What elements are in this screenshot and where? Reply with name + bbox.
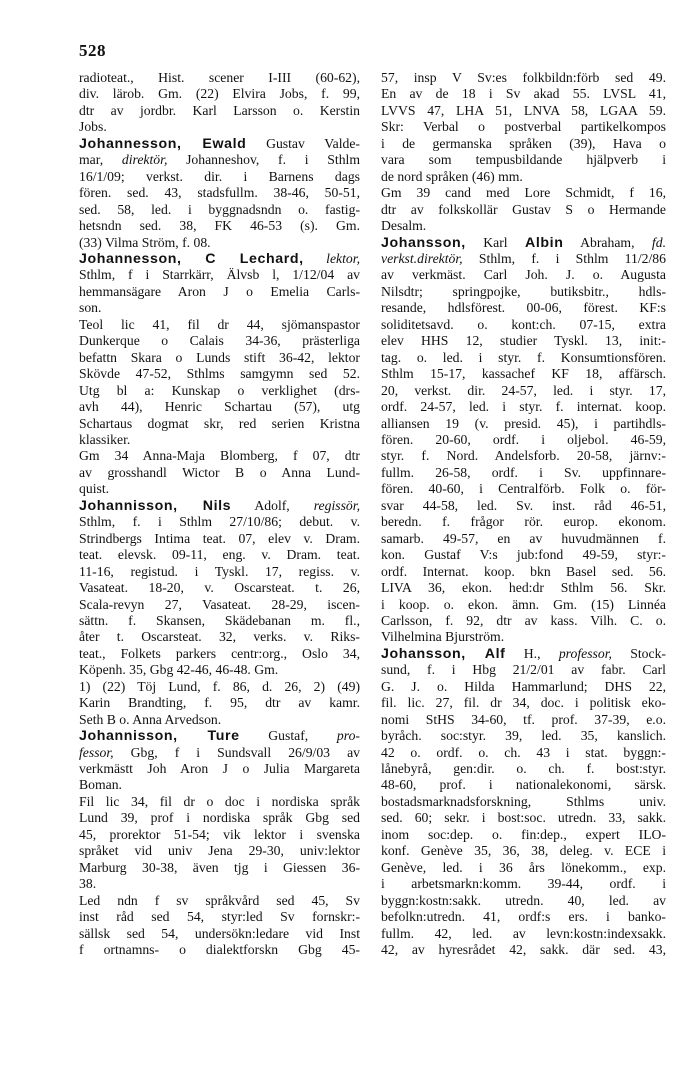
text-line — [381, 350, 666, 366]
text-column-right — [381, 70, 666, 958]
entry-text: Vasateat. 18-20, v. Oscarsteat. t. 26, — [79, 580, 360, 596]
entry-text: sättn. f. Skansen, Skädebanan m. fl., — [79, 612, 360, 628]
entry-text: fören. 20-60, ordf. i oljebol. 46-59, — [381, 431, 666, 447]
entry-text: Gustav Valde- — [246, 135, 360, 151]
entry-text: fören. 40-60, i Centralförb. Folk o. för- — [381, 481, 666, 497]
text-line — [381, 843, 666, 859]
text-line — [381, 86, 666, 102]
entry-text: fil. lic. 27, fil. dr 34, doc. i politisk eko- — [381, 695, 666, 711]
text-line — [79, 926, 360, 942]
entry-text: hetsndn sed. 38, FK 46-53 (s). Gm. — [79, 218, 360, 234]
entry-text: inst råd sed 54, styr:led Sv fornskr:- — [79, 909, 360, 925]
text-line — [381, 202, 666, 218]
text-line — [79, 843, 360, 859]
entry-headword: Johansson, Alf — [381, 645, 506, 662]
text-line — [381, 810, 666, 826]
entry-text: resande, hdlsförest. 00-06, förest. KF:s — [381, 300, 666, 316]
entry-text: radioteat., Hist. scener I-III (60-62), — [79, 70, 360, 85]
entry-text: åter t. Oscarsteat. 32, verks. v. Riks- — [79, 629, 360, 645]
entry-occupation: regissör, — [313, 497, 360, 513]
text-line — [381, 432, 666, 448]
entry-text: verkmästt Joh Aron J o Julia Margareta — [79, 761, 360, 777]
entry-text: mar, — [79, 152, 122, 168]
entry-occupation: fd. — [651, 234, 666, 250]
entry-text: Adolf, — [231, 497, 314, 513]
entry-text: avh 44), Henric Schartau (57), utg — [79, 399, 360, 415]
entry-text: beredn. f. frågor rör. europ. ekonom. — [381, 514, 666, 530]
text-line — [381, 679, 666, 695]
text-line — [79, 514, 360, 530]
text-line — [381, 514, 666, 530]
text-line — [79, 810, 360, 826]
entry-text: LVVS 47, LHA 51, LNVA 58, LGAA 59. — [381, 102, 666, 118]
entry-text: bostadsmarknadsforskning, Sthlms univ. — [381, 793, 666, 809]
entry-text: teat., Folkets parkers centr:org., Oslo 34, — [79, 645, 360, 661]
text-line — [79, 597, 360, 613]
entry-text: Desalm. — [381, 218, 427, 234]
text-line — [381, 613, 666, 629]
entry-text: quist. — [79, 481, 110, 497]
text-line — [79, 728, 360, 744]
text-line — [381, 70, 666, 86]
entry-text: Boman. — [79, 777, 122, 793]
entry-text: En av de 18 i Sv akad 55. LVSL 41, — [381, 86, 666, 102]
text-line — [381, 465, 666, 481]
entry-text: sed. 60; sekr. i bost:soc. utredn. 33, sakk. — [381, 810, 666, 826]
entry-text: H., — [505, 645, 559, 661]
text-line — [381, 794, 666, 810]
entry-text: fullm. 26-58, ordf. i Sv. uppfinnare- — [381, 464, 666, 480]
text-line — [79, 86, 360, 102]
entry-headword: Johannesson, C Lechard, — [79, 250, 304, 267]
entry-occupation: fessor, — [79, 744, 114, 760]
entry-text: Jobs. — [79, 119, 107, 135]
entry-text: Marburg 30-38, även tjg i Giessen 36- — [79, 859, 360, 875]
entry-text: Carlsson, f. 92, dtr av kass. Vilh. C. o. — [381, 612, 666, 628]
entry-text: sund, f. i Hbg 21/2/01 av fabr. Carl — [381, 662, 666, 678]
text-line — [79, 860, 360, 876]
entry-text: samarb. 49-57, en av huvudmännen f. — [381, 530, 666, 546]
text-line — [381, 399, 666, 415]
entry-text: dtr av folkskollär Gustav S o Hermande — [381, 201, 666, 217]
text-line — [79, 251, 360, 267]
text-line — [79, 481, 360, 497]
text-line — [381, 119, 666, 135]
entry-occupation: lektor, — [326, 250, 360, 266]
entry-occupation: verkst.direktör, — [381, 250, 463, 266]
text-line — [79, 827, 360, 843]
entry-text: byggn:kostn:sakk. utredn. 40, led. av — [381, 892, 666, 908]
text-line — [381, 481, 666, 497]
entry-text: Stock- — [611, 645, 666, 661]
entry-text: 20, verkst. dir. 24-57, led. i styr. 17, — [381, 382, 666, 398]
entry-text: Dunkerque o Calais 34-36, prästerliga — [79, 333, 360, 349]
text-line — [79, 317, 360, 333]
text-line — [79, 103, 360, 119]
text-line — [79, 646, 360, 662]
entry-text: ordf. 24-57, led. i styr. f. internat. koop. — [381, 399, 666, 415]
entry-text: i arbetsmarkn:komm. 39-44, ordf. i — [381, 876, 666, 892]
entry-text: Scala-revyn 27, Vasateat. 28-29, iscen- — [79, 596, 360, 612]
entry-text: Gustaf, — [239, 728, 337, 744]
text-line — [381, 580, 666, 596]
entry-text: son. — [79, 300, 102, 316]
text-line — [79, 399, 360, 415]
text-line — [381, 547, 666, 563]
entry-text: Led ndn f sv språkvård sed 45, Sv — [79, 892, 360, 908]
text-line — [381, 777, 666, 793]
entry-occupation: professor, — [558, 645, 612, 661]
entry-headword: Johansson, — [381, 234, 466, 251]
entry-text: vara som tempusbildande hjälpverb i — [381, 152, 666, 168]
entry-text: av grosshandl Wictor B o Anna Lund- — [79, 464, 360, 480]
text-line — [79, 448, 360, 464]
text-line — [79, 580, 360, 596]
entry-text: Sthlm, f. i Sthlm 27/10/86; debut. v. — [79, 514, 360, 530]
entry-text: Johanneshov, f. i Sthlm — [167, 152, 360, 168]
entry-text: konf. Genève 35, 36, 38, deleg. v. ECE i — [381, 843, 666, 859]
entry-text: div. lärob. Gm. (22) Elvira Jobs, f. 99, — [79, 86, 360, 102]
text-line — [381, 942, 666, 958]
text-line — [381, 629, 666, 645]
text-line — [79, 745, 360, 761]
text-line — [79, 679, 360, 695]
entry-text: Skövde 47-52, Sthlms samgymn sed 52. — [79, 366, 360, 382]
text-line — [79, 350, 360, 366]
entry-text: de nord språken (46) mm. — [381, 168, 523, 184]
text-line — [381, 333, 666, 349]
text-line — [381, 416, 666, 432]
text-line — [381, 235, 666, 251]
entry-text: Strindbergs Intima teat. 07, elev v. Dram. — [79, 530, 360, 546]
entry-text: i de germanska språken (39), Hava o — [381, 135, 666, 151]
text-line — [79, 185, 360, 201]
text-line — [381, 152, 666, 168]
text-line — [79, 662, 360, 678]
entry-text: G. J. o. Hilda Hammarlund; DHS 22, — [381, 678, 666, 694]
entry-text: 11-16, registud. i Tyskl. 17, regiss. v. — [79, 563, 360, 579]
entry-text: styr. f. Nord. Andelsforb. 20-58, järnv:- — [381, 448, 666, 464]
text-line — [79, 284, 360, 300]
entry-text: 16/1/09; verkst. dir. i Barnens dags — [79, 168, 360, 184]
entry-text: i koop. o. ekon. ämn. Gm. (15) Linnéa — [381, 596, 666, 612]
entry-text: Nilsdtr; springpojke, butiksbitr., hdls- — [381, 283, 666, 299]
entry-text: soliditetsavd. o. kont:ch. 07-15, extra — [381, 316, 666, 332]
text-line — [381, 317, 666, 333]
text-line — [79, 794, 360, 810]
text-line — [381, 761, 666, 777]
text-line — [79, 383, 360, 399]
entry-text: (33) Vilma Ström, f. 08. — [79, 234, 211, 250]
text-line — [79, 909, 360, 925]
entry-occupation: direktör, — [121, 152, 168, 168]
entry-text: Utg bl a: Kunskap o verklighet (drs- — [79, 382, 360, 398]
entry-text: 45, prorektor 51-54; vik lektor i svenska — [79, 826, 360, 842]
entry-text: Sthlm, f i Starrkärr, Älvsb l, 1/12/04 av — [79, 267, 360, 283]
text-line — [381, 876, 666, 892]
text-line — [79, 202, 360, 218]
text-line — [79, 777, 360, 793]
entry-text: nomi StHS 34-60, tf. prof. 37-39, e.o. — [381, 711, 666, 727]
entry-text: Vilhelmina Bjurström. — [381, 629, 505, 645]
entry-text: elev HHS 12, studier Tyskl. 13, init:- — [381, 333, 666, 349]
text-line — [381, 169, 666, 185]
entry-headword: Albin — [525, 234, 564, 251]
text-line — [79, 893, 360, 909]
entry-text: sed. 58, led. i byggnadsndn o. fastig- — [79, 201, 360, 217]
entry-text: Gm 34 Anna-Maja Blomberg, f 07, dtr — [79, 448, 360, 464]
text-line — [79, 613, 360, 629]
text-line — [79, 333, 360, 349]
text-line — [381, 185, 666, 201]
text-line — [79, 712, 360, 728]
entry-text: teat. elevsk. 09-11, eng. v. Dram. teat. — [79, 547, 360, 563]
entry-text: Schartaus dogmat skr, red serien Kristna — [79, 415, 360, 431]
text-line — [79, 218, 360, 234]
entry-text: ordf. Internat. koop. bkn Basel sed. 56. — [381, 563, 666, 579]
text-line — [381, 827, 666, 843]
entry-text: lånebyrå, gen:dir. o. ch. f. bost:styr. — [381, 761, 666, 777]
text-line — [381, 267, 666, 283]
text-line — [381, 926, 666, 942]
entry-text: fullm. 42, led. av levn:kostn:indexsakk. — [381, 925, 666, 941]
text-line — [381, 366, 666, 382]
entry-text: Genève, led. i 36 års lönekomm., exp. — [381, 859, 666, 875]
entry-text — [304, 251, 327, 266]
text-line — [381, 909, 666, 925]
text-line — [381, 218, 666, 234]
entry-occupation: pro- — [336, 728, 360, 744]
text-line — [381, 300, 666, 316]
entry-headword: Johannesson, Ewald — [79, 135, 247, 152]
text-line — [79, 70, 360, 86]
entry-text: Fil lic 34, fil dr o doc i nordiska språk — [79, 793, 360, 809]
entry-text: Sthlm, f. i Sthlm 11/2/86 — [462, 250, 666, 266]
text-line — [79, 432, 360, 448]
entry-text: inom soc:dep. o. fin:dep., expert ILO- — [381, 826, 666, 842]
entry-text: LIVA 36, ekon. hed:dr Sthlm 56. Skr. — [381, 580, 666, 596]
entry-text: befolkn:utredn. 41, ordf:s ers. i banko- — [381, 909, 666, 925]
entry-text: 42, av hyresrådet 42, sakk. där sed. 43, — [381, 942, 666, 958]
text-line — [79, 136, 360, 152]
text-line — [381, 695, 666, 711]
entry-text: Teol lic 41, fil dr 44, sjömanspastor — [79, 316, 360, 332]
entry-text: kon. Gustaf V:s jub:fond 49-59, styr:- — [381, 547, 666, 563]
entry-text: Skr: Verbal o postverbal partikelkompos — [381, 119, 666, 135]
text-line — [79, 564, 360, 580]
text-line — [381, 860, 666, 876]
text-line — [79, 465, 360, 481]
entry-text: dtr av jordbr. Karl Larsson o. Kerstin — [79, 102, 360, 118]
text-column-left — [79, 70, 360, 958]
text-line — [381, 745, 666, 761]
text-line — [79, 119, 360, 135]
text-line — [79, 531, 360, 547]
text-line — [79, 629, 360, 645]
entry-text: fören. sed. 43, stadsfullm. 38-46, 50-51, — [79, 185, 360, 201]
text-line — [381, 136, 666, 152]
text-line — [381, 728, 666, 744]
entry-text: 48-60, prof. i nationalekonomi, särsk. — [381, 777, 666, 793]
page-number: 528 — [79, 41, 106, 60]
entry-text: 38. — [79, 876, 97, 892]
entry-text: Abraham, — [563, 234, 652, 250]
entry-text: språket vid univ Jena 29-30, univ:lektor — [79, 843, 360, 859]
text-line — [381, 597, 666, 613]
entry-text: Köpenh. 35, Gbg 42-46, 46-48. Gm. — [79, 662, 279, 678]
text-line — [381, 531, 666, 547]
entry-text: Lund 39, prof i nordiska språk Gbg sed — [79, 810, 360, 826]
text-line — [381, 251, 666, 267]
entry-text: Karin Brandting, f. 95, dtr av kamr. — [79, 695, 360, 711]
text-line — [79, 876, 360, 892]
text-line — [381, 564, 666, 580]
text-line — [79, 547, 360, 563]
text-line — [79, 300, 360, 316]
text-line — [79, 498, 360, 514]
text-line — [79, 416, 360, 432]
text-line — [381, 448, 666, 464]
text-line — [79, 695, 360, 711]
entry-text: befattn Skara o Lunds stift 36-42, lektor — [79, 349, 360, 365]
entry-text: Sthlm 15-17, kassachef KF 18, affärsch. — [381, 366, 666, 382]
entry-text: Karl — [465, 234, 526, 250]
entry-text: byråch. soc:styr. 39, led. 35, kanslich. — [381, 728, 666, 744]
entry-text: 57, insp V Sv:es folkbildn:förb sed 49. — [381, 70, 666, 85]
text-line — [79, 267, 360, 283]
text-line — [381, 893, 666, 909]
entry-text: svar 44-58, led. Sv. inst. råd 46-51, — [381, 497, 666, 513]
text-line — [79, 152, 360, 168]
text-line — [381, 103, 666, 119]
entry-text: 42 o. ordf. o. ch. 43 i stat. byggn:- — [381, 744, 666, 760]
text-line — [381, 284, 666, 300]
entry-text: alliansen 19 (v. presid. 45), i partihdls- — [381, 415, 666, 431]
entry-text: 1) (22) Töj Lund, f. 86, d. 26, 2) (49) — [79, 678, 360, 694]
entry-text: Seth B o. Anna Arvedson. — [79, 711, 222, 727]
entry-text: tag. o. led. i styr. f. Konsumtionsfören. — [381, 349, 666, 365]
entry-text: Gbg, f i Sundsvall 26/9/03 av — [113, 744, 360, 760]
entry-text: f ortnamns- o dialektforskn Gbg 45- — [79, 942, 360, 958]
text-line — [79, 169, 360, 185]
entry-text: sällsk sed 54, undersökn:ledare vid Inst — [79, 925, 360, 941]
text-line — [381, 498, 666, 514]
text-line — [381, 646, 666, 662]
text-line — [381, 383, 666, 399]
entry-text: klassiker. — [79, 431, 131, 447]
text-line — [79, 366, 360, 382]
text-line — [381, 662, 666, 678]
entry-headword: Johannisson, Ture — [79, 728, 240, 745]
text-line — [79, 761, 360, 777]
text-line — [79, 235, 360, 251]
entry-headword: Johannisson, Nils — [79, 497, 232, 514]
text-line — [79, 942, 360, 958]
text-line — [381, 712, 666, 728]
entry-text: hemmansägare Aron J o Emelia Carls- — [79, 283, 360, 299]
entry-text: Gm 39 cand med Lore Schmidt, f 16, — [381, 185, 666, 201]
entry-text: av verkmäst. Carl Joh. J. o. Augusta — [381, 267, 666, 283]
